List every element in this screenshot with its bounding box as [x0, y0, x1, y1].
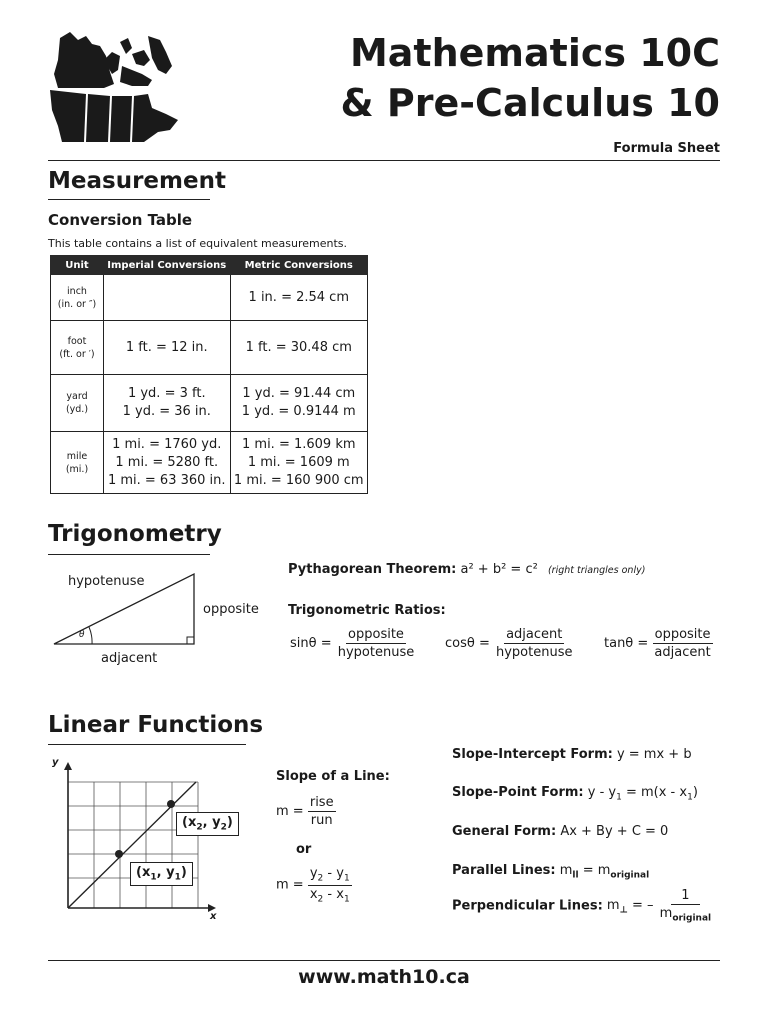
x-axis-label: x: [210, 911, 217, 922]
slope-numerator: $y_2 - y_1$: [309, 866, 350, 884]
measurement-heading: Measurement: [48, 168, 226, 194]
conversion-line: 1 yd. = 3 ft.: [127, 386, 206, 401]
general-label: General Form:: [452, 824, 557, 839]
metric-cell: [230, 321, 367, 375]
conversion-line: 1 yd. = 36 in.: [122, 404, 211, 419]
perpendicular-fraction: $\frac{1}{m_{original}}$: [659, 888, 712, 924]
trig-heading: Trigonometry: [48, 521, 222, 547]
title-line2: & Pre-Calculus 10: [340, 81, 720, 125]
title-line1: Mathematics 10C: [349, 31, 720, 75]
column-header: Metric Conversions: [230, 256, 367, 275]
slope-intercept-label: Slope-Intercept Form:: [452, 747, 613, 762]
conversion-line: 1 ft. = 12 in.: [125, 339, 208, 355]
pythagorean-label: Pythagorean Theorem:: [288, 562, 457, 577]
cos-fraction: [494, 627, 574, 660]
unit-name: mile: [66, 450, 88, 462]
table-row: [51, 375, 368, 432]
column-header: Unit: [51, 256, 104, 275]
tan-fn: tanθ =: [604, 636, 649, 651]
m-equals: m =: [276, 804, 304, 819]
tan-denominator: adjacent: [654, 645, 711, 660]
table-header-row: [51, 256, 368, 275]
conversion-table-title: Conversion Table: [48, 211, 193, 229]
parallel-label: Parallel Lines:: [452, 863, 556, 878]
theta-label: θ: [79, 630, 85, 640]
unit-name: foot: [67, 335, 87, 347]
pythagorean-line: [288, 562, 645, 577]
slope-points: [276, 866, 352, 904]
subtitle: Formula Sheet: [613, 141, 720, 156]
table-row: [51, 275, 368, 321]
slope-denominator: $x_2 - x_1$: [309, 886, 350, 905]
perpendicular-label: Perpendicular Lines:: [452, 898, 603, 914]
linear-graph: [50, 760, 220, 920]
slope-points-fraction: [308, 866, 352, 904]
slope-point-form: [452, 785, 698, 803]
imperial-cell: [104, 275, 231, 321]
unit-name: yard: [66, 391, 88, 402]
unit-abbr: (mi.): [65, 463, 89, 475]
slope-title: Slope of a Line:: [276, 769, 390, 784]
sin-formula: [290, 627, 416, 660]
table-row: [51, 432, 368, 494]
perpendicular-formula: $m_\perp$ = – $\frac{1}{m_{original}}$: [606, 888, 712, 924]
sin-numerator: opposite: [348, 627, 404, 642]
tan-fraction: [652, 627, 712, 660]
metric-cell: [230, 275, 367, 321]
unit-name: inch: [67, 285, 87, 297]
m-equals: m =: [276, 877, 304, 893]
general-form: [452, 824, 668, 839]
logo-map-icon: [48, 30, 180, 146]
conversion-line: 1 mi. = 63 360 in.: [107, 472, 226, 488]
table-row: [51, 321, 368, 375]
footer-url[interactable]: www.math10.ca: [298, 966, 470, 988]
conversion-line: 1 ft. = 30.48 cm: [245, 339, 352, 355]
conversion-line: 1 mi. = 1760 yd.: [112, 436, 222, 452]
imperial-cell: [104, 321, 231, 375]
unit-cell: [51, 321, 104, 375]
adjacent-label: adjacent: [101, 651, 158, 666]
metric-cell: [230, 375, 367, 432]
parallel-lines: [452, 863, 649, 881]
or-text: or: [296, 842, 312, 857]
conversion-line: 1 mi. = 1609 m: [247, 454, 350, 470]
imperial-cell: [104, 432, 231, 494]
rise-text: rise: [309, 795, 334, 810]
unit-cell: [51, 432, 104, 494]
trig-rule: [48, 554, 210, 555]
unit-abbr: (yd.): [65, 404, 89, 415]
run-text: run: [310, 813, 333, 828]
tan-numerator: opposite: [654, 627, 711, 642]
conversion-line: 1 mi. = 1.609 km: [242, 436, 356, 452]
rise-run-fraction: [308, 795, 336, 828]
conversion-table: [50, 255, 368, 494]
y-axis-label: y: [52, 757, 59, 768]
slope-intercept-form: [452, 747, 692, 762]
conversion-table-desc: This table contains a list of equivalent measurements.: [48, 237, 347, 250]
general-formula: Ax + By + C = 0: [560, 824, 669, 839]
metric-cell: [230, 432, 367, 494]
conversion-line: 1 yd. = 91.44 cm: [242, 386, 356, 401]
footer-rule: [48, 960, 720, 961]
point-1-label: ($x_1$, $y_1$): [130, 862, 193, 886]
header-rule: [48, 160, 720, 161]
cos-denominator: hypotenuse: [496, 645, 573, 660]
perpendicular-lines: [452, 888, 713, 924]
measurement-rule: [48, 199, 210, 200]
slope-intercept-formula: y = mx + b: [616, 747, 692, 762]
slope-rise-run: [276, 795, 336, 828]
parallel-formula: $m_{ll} = m_{original}$: [559, 863, 650, 881]
cos-formula: [445, 627, 574, 660]
slope-point-label: Slope-Point Form:: [452, 785, 584, 800]
unit-cell: [51, 375, 104, 432]
hypotenuse-label: hypotenuse: [68, 574, 145, 589]
trig-ratios-label: Trigonometric Ratios:: [288, 603, 446, 618]
conversion-line: 1 yd. = 0.9144 m: [241, 404, 356, 419]
opposite-label: opposite: [203, 602, 259, 617]
point-2-label: ($x_2$, $y_2$): [176, 812, 239, 836]
imperial-cell: [104, 375, 231, 432]
sin-denominator: hypotenuse: [337, 645, 415, 660]
linear-rule: [48, 744, 246, 745]
unit-cell: [51, 275, 104, 321]
conversion-line: 1 in. = 2.54 cm: [248, 289, 349, 305]
slope-point-formula: $y - y_1 = m(x - x_1)$: [587, 785, 698, 803]
tan-formula: [604, 627, 713, 660]
sin-fn: sinθ =: [290, 636, 332, 651]
column-header: Imperial Conversions: [104, 256, 231, 275]
cos-fn: cosθ =: [445, 636, 490, 651]
pythagorean-formula: a² + b² = c²: [460, 562, 538, 577]
linear-heading: Linear Functions: [48, 712, 264, 738]
conversion-line: 1 mi. = 5280 ft.: [115, 454, 219, 470]
pythagorean-note: (right triangles only): [547, 565, 646, 576]
sin-fraction: [336, 627, 416, 660]
unit-abbr: (in. or ″): [57, 298, 97, 310]
cos-numerator: adjacent: [506, 627, 563, 642]
conversion-line: 1 mi. = 160 900 cm: [233, 472, 364, 488]
unit-abbr: (ft. or ′): [59, 348, 95, 360]
